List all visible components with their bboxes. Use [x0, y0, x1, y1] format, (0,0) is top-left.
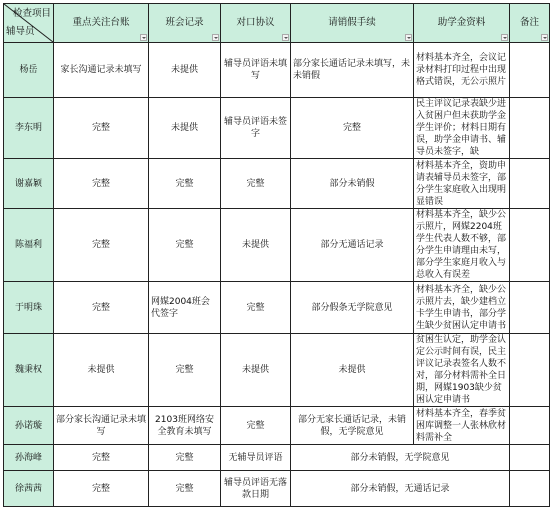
counselor-name-cell[interactable]: 杨岳 [4, 43, 54, 98]
corner-label-bottom: 辅导员 [6, 26, 35, 37]
table-cell[interactable]: 完整 [149, 471, 221, 507]
table-cell[interactable]: 完整 [54, 159, 149, 209]
filter-dropdown-icon[interactable] [541, 34, 548, 41]
table-cell[interactable]: 材料基本齐全，会议记录材料打印过程中出现格式错误，无公示照片 [414, 43, 510, 98]
filter-dropdown-icon[interactable] [140, 34, 147, 41]
table-cell[interactable]: 家长沟通记录未填写 [54, 43, 149, 98]
header-label: 对口协议 [236, 17, 275, 28]
table-row [4, 334, 550, 407]
counselor-name-cell[interactable]: 孙海峰 [4, 445, 54, 471]
counselor-name-cell[interactable]: 陈福利 [4, 209, 54, 282]
header-cell[interactable] [54, 4, 149, 43]
table-cell[interactable] [510, 334, 550, 407]
header-cell[interactable] [414, 4, 510, 43]
table-cell[interactable] [510, 159, 550, 209]
table-cell[interactable]: 部分无通话记录 [291, 209, 414, 282]
table-cell[interactable]: 完整 [54, 282, 149, 334]
table-cell[interactable]: 完整 [54, 209, 149, 282]
table-cell[interactable]: 未提供 [221, 334, 291, 407]
counselor-name-cell[interactable]: 谢嘉颖 [4, 159, 54, 209]
table-cell[interactable]: 部分无家长通话记录，未销假，无学院意见 [291, 407, 414, 445]
table-cell[interactable] [510, 98, 550, 159]
header-label: 备注 [519, 17, 539, 28]
header-cell[interactable] [510, 4, 550, 43]
table-cell[interactable]: 部分假条无学院意见 [291, 282, 414, 334]
table-cell[interactable]: 材料基本齐全，缺少公示照片，网媒2204班学生代表人数不够，部分学生申请理由未写，部分学生家庭月收入与总收入有误差 [414, 209, 510, 282]
table-cell[interactable]: 完整 [221, 282, 291, 334]
table-row [4, 471, 550, 507]
header-cell[interactable] [221, 4, 291, 43]
table-row [4, 98, 550, 159]
table-cell[interactable]: 材料基本齐全，资助申请表辅导员未签字，部分学生家庭收入出现明显错误 [414, 159, 510, 209]
counselor-name-cell[interactable]: 魏秉权 [4, 334, 54, 407]
header-label: 助学金资料 [437, 17, 486, 28]
table-cell[interactable]: 部分未销假，无学院意见 [291, 445, 510, 471]
table-cell[interactable]: 部分家长通话记录未填写，未未销假 [291, 43, 414, 98]
table-row [4, 282, 550, 334]
table-cell[interactable]: 完整 [149, 334, 221, 407]
table-cell[interactable]: 辅导员评语未签字 [221, 98, 291, 159]
table-cell[interactable]: 未提供 [149, 98, 221, 159]
table-cell[interactable]: 部分未销假，无通话记录 [291, 471, 510, 507]
table-cell[interactable]: 未提供 [149, 43, 221, 98]
counselor-name-cell[interactable]: 徐茜茜 [4, 471, 54, 507]
table-cell[interactable]: 未提供 [54, 334, 149, 407]
table-cell[interactable]: 辅导员评语无落款日期 [221, 471, 291, 507]
filter-dropdown-icon[interactable] [501, 34, 508, 41]
table-cell[interactable]: 完整 [291, 98, 414, 159]
table-cell[interactable]: 完整 [54, 98, 149, 159]
header-row [4, 4, 550, 43]
header-cell[interactable] [149, 4, 221, 43]
table-cell[interactable]: 无辅导员评语 [221, 445, 291, 471]
table-cell[interactable]: 完整 [221, 407, 291, 445]
table-cell[interactable]: 2103班网络安全教育未填写 [149, 407, 221, 445]
header-label: 请销假手续 [328, 17, 376, 28]
table-cell[interactable]: 材料基本齐全，春季贫困库调整一人张林欣材料需补全 [414, 407, 510, 445]
table-cell[interactable] [510, 445, 550, 471]
table-cell[interactable] [510, 282, 550, 334]
inspection-table [3, 3, 550, 507]
table-cell[interactable]: 完整 [149, 445, 221, 471]
table-cell[interactable]: 完整 [149, 209, 221, 282]
filter-dropdown-icon[interactable] [405, 34, 412, 41]
table-cell[interactable]: 网媒2004班会代签字 [149, 282, 221, 334]
counselor-name-cell[interactable]: 李东明 [4, 98, 54, 159]
table-cell[interactable]: 未提供 [291, 334, 414, 407]
corner-cell [4, 4, 54, 43]
counselor-name-cell[interactable]: 孙诺璇 [4, 407, 54, 445]
table-cell[interactable]: 贫困生认定，助学金认定公示时间有误，民主评议记录表签名人数不对，部分材料需补全日期，网媒1903缺少贫困认定申请书 [414, 334, 510, 407]
table-row [4, 445, 550, 471]
counselor-name-cell[interactable]: 于明珠 [4, 282, 54, 334]
table-cell[interactable]: 完整 [54, 445, 149, 471]
header-label: 班会记录 [165, 17, 204, 28]
table-cell[interactable] [510, 407, 550, 445]
table-cell[interactable] [510, 209, 550, 282]
table-cell[interactable] [510, 471, 550, 507]
header-cell[interactable] [291, 4, 414, 43]
table-cell[interactable]: 完整 [149, 159, 221, 209]
table-cell[interactable]: 部分家长沟通记录未填写 [54, 407, 149, 445]
table-cell[interactable]: 民主评议记录表缺少进入贫困户但未获助学金学生评价；材料日期有误，助学金申请书、辅导员未签字，缺 [414, 98, 510, 159]
filter-dropdown-icon[interactable] [282, 34, 289, 41]
table-row [4, 159, 550, 209]
table-cell[interactable]: 辅导员评语未填写 [221, 43, 291, 98]
table-cell[interactable]: 部分未销假 [291, 159, 414, 209]
table-cell[interactable]: 未提供 [221, 209, 291, 282]
table-row [4, 209, 550, 282]
corner-label-top: 检查项目 [12, 8, 51, 19]
table-row [4, 43, 550, 98]
header-label: 重点关注台账 [72, 17, 130, 28]
table-cell[interactable]: 完整 [221, 159, 291, 209]
spreadsheet [3, 3, 552, 507]
table-cell[interactable] [510, 43, 550, 98]
table-cell[interactable]: 材料基本齐全，缺少公示照片去，缺少建档立卡学生申请书，部分学生缺少贫困认定申请书 [414, 282, 510, 334]
table-row [4, 407, 550, 445]
table-cell[interactable]: 完整 [54, 471, 149, 507]
filter-dropdown-icon[interactable] [212, 34, 219, 41]
